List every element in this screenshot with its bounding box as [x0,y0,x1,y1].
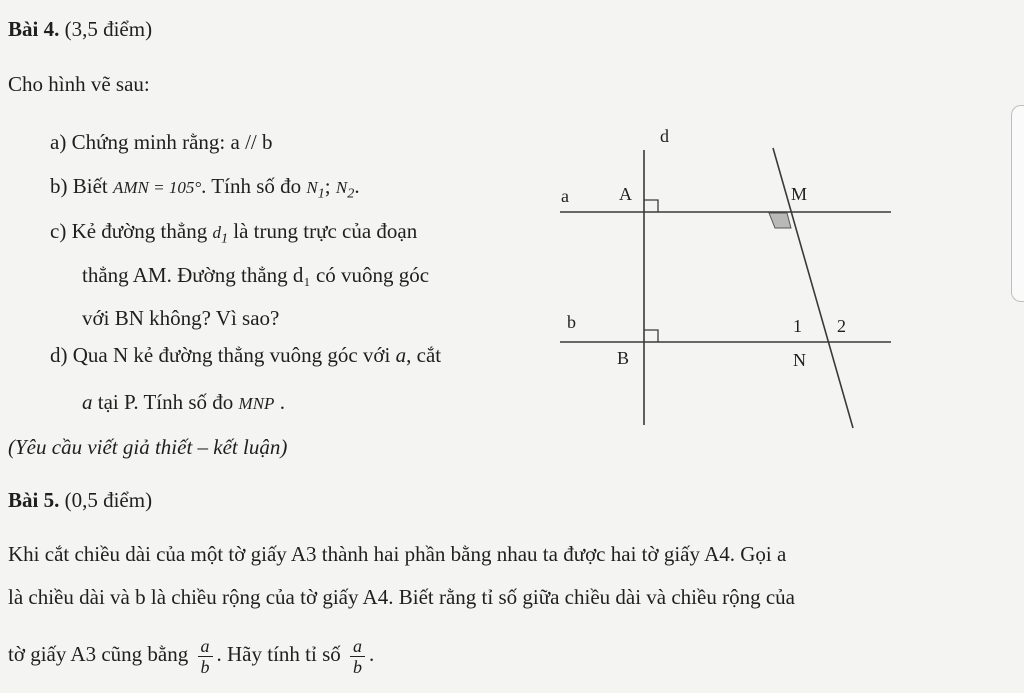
part-d2-middle: tại P. Tính số đo [97,390,234,414]
label-N: N [793,350,806,370]
bai5-line3 [8,634,374,676]
bai4-part-d-line2 [82,389,285,417]
bai4-intro: Cho hình vẽ sau: [8,72,150,96]
angle-mark-m [769,213,791,228]
bai4-heading [8,16,152,42]
part-c-prefix: c) Kẻ đường thẳng [50,219,208,243]
fraction-2-denominator: b [353,656,362,677]
bai4-points: (3,5 điểm) [64,17,153,41]
part-b-sep: ; [324,174,331,198]
fraction-1-numerator: a [198,637,213,657]
scrollbar-handle[interactable] [1011,105,1024,302]
part-c-suffix: là trung trực của đoạn [233,219,418,243]
part-b-middle: . Tính số đo [201,174,302,198]
bai5-title: Bài 5. [8,488,60,512]
part-b-prefix: b) Biết [50,174,108,198]
angle-n1 [306,178,325,202]
bai5-line3-end: . [369,642,375,666]
label-M: M [791,184,808,204]
label-2: 2 [837,316,846,336]
label-A: A [619,184,632,204]
angle-n2-sub: 2 [347,185,355,202]
bai4-part-c-line2: thẳng AM. Đường thẳng d₁ có vuông góc [82,263,430,287]
right-angle-b [644,330,658,342]
bai4-part-a: a) Chứng minh rằng: a // b [50,130,273,154]
angle-n2-letter: N [335,178,348,197]
angle-amn: AMN = 105° [113,178,202,197]
bai4-part-d-line1 [50,342,441,368]
bai5-heading [8,487,152,513]
angle-n1-sub: 1 [317,185,325,202]
label-1: 1 [793,316,802,336]
bai4-part-c-line1 [50,218,417,251]
angle-mnp: MNP [238,394,275,413]
fraction-2-numerator: a [350,637,365,657]
bai5-line3-prefix: tờ giấy A3 cũng bằng [8,642,189,666]
bai4-part-b [50,173,360,206]
bai4-note: (Yêu cầu viết giả thiết – kết luận) [8,435,288,459]
label-b: b [567,312,576,332]
bai5-line1: Khi cắt chiều dài của một tờ giấy A3 thành hai phần bằng nhau ta được hai tờ giấy A4. Gọi a [8,542,787,566]
right-angle-a [644,200,658,212]
angle-n2 [335,178,355,202]
line-d1 [212,223,229,247]
part-d2-end: . [279,390,285,414]
label-a: a [561,186,569,206]
angle-n1-letter: N [306,178,318,197]
bai5-points: (0,5 điểm) [64,488,153,512]
part-d-line-a: a [395,343,407,367]
part-d-suffix: , cắt [406,343,442,367]
fraction-a-over-b-1 [198,637,213,676]
geometry-figure [555,120,895,440]
part-b-end: . [354,174,360,198]
fraction-1-denominator: b [200,656,210,677]
line-d1-sub: 1 [220,230,229,247]
line-mn [773,148,853,428]
fraction-a-over-b-2 [350,637,365,676]
line-d1-letter: d [212,223,221,242]
bai4-part-c-line3: với BN không? Vì sao? [82,306,280,330]
label-d: d [660,126,669,146]
bai5-line3-middle: . Hãy tính tỉ số [216,642,341,666]
figure-drawing [555,120,895,440]
label-B: B [617,348,630,368]
bai4-title: Bài 4. [8,17,60,41]
part-d-prefix: d) Qua N kẻ đường thẳng vuông góc với [50,343,391,367]
part-d2-line-a: a [82,390,93,414]
bai5-line2: là chiều dài và b là chiều rộng của tờ giấy A4. Biết rằng tỉ số giữa chiều dài và chiều rộng của [8,585,795,609]
